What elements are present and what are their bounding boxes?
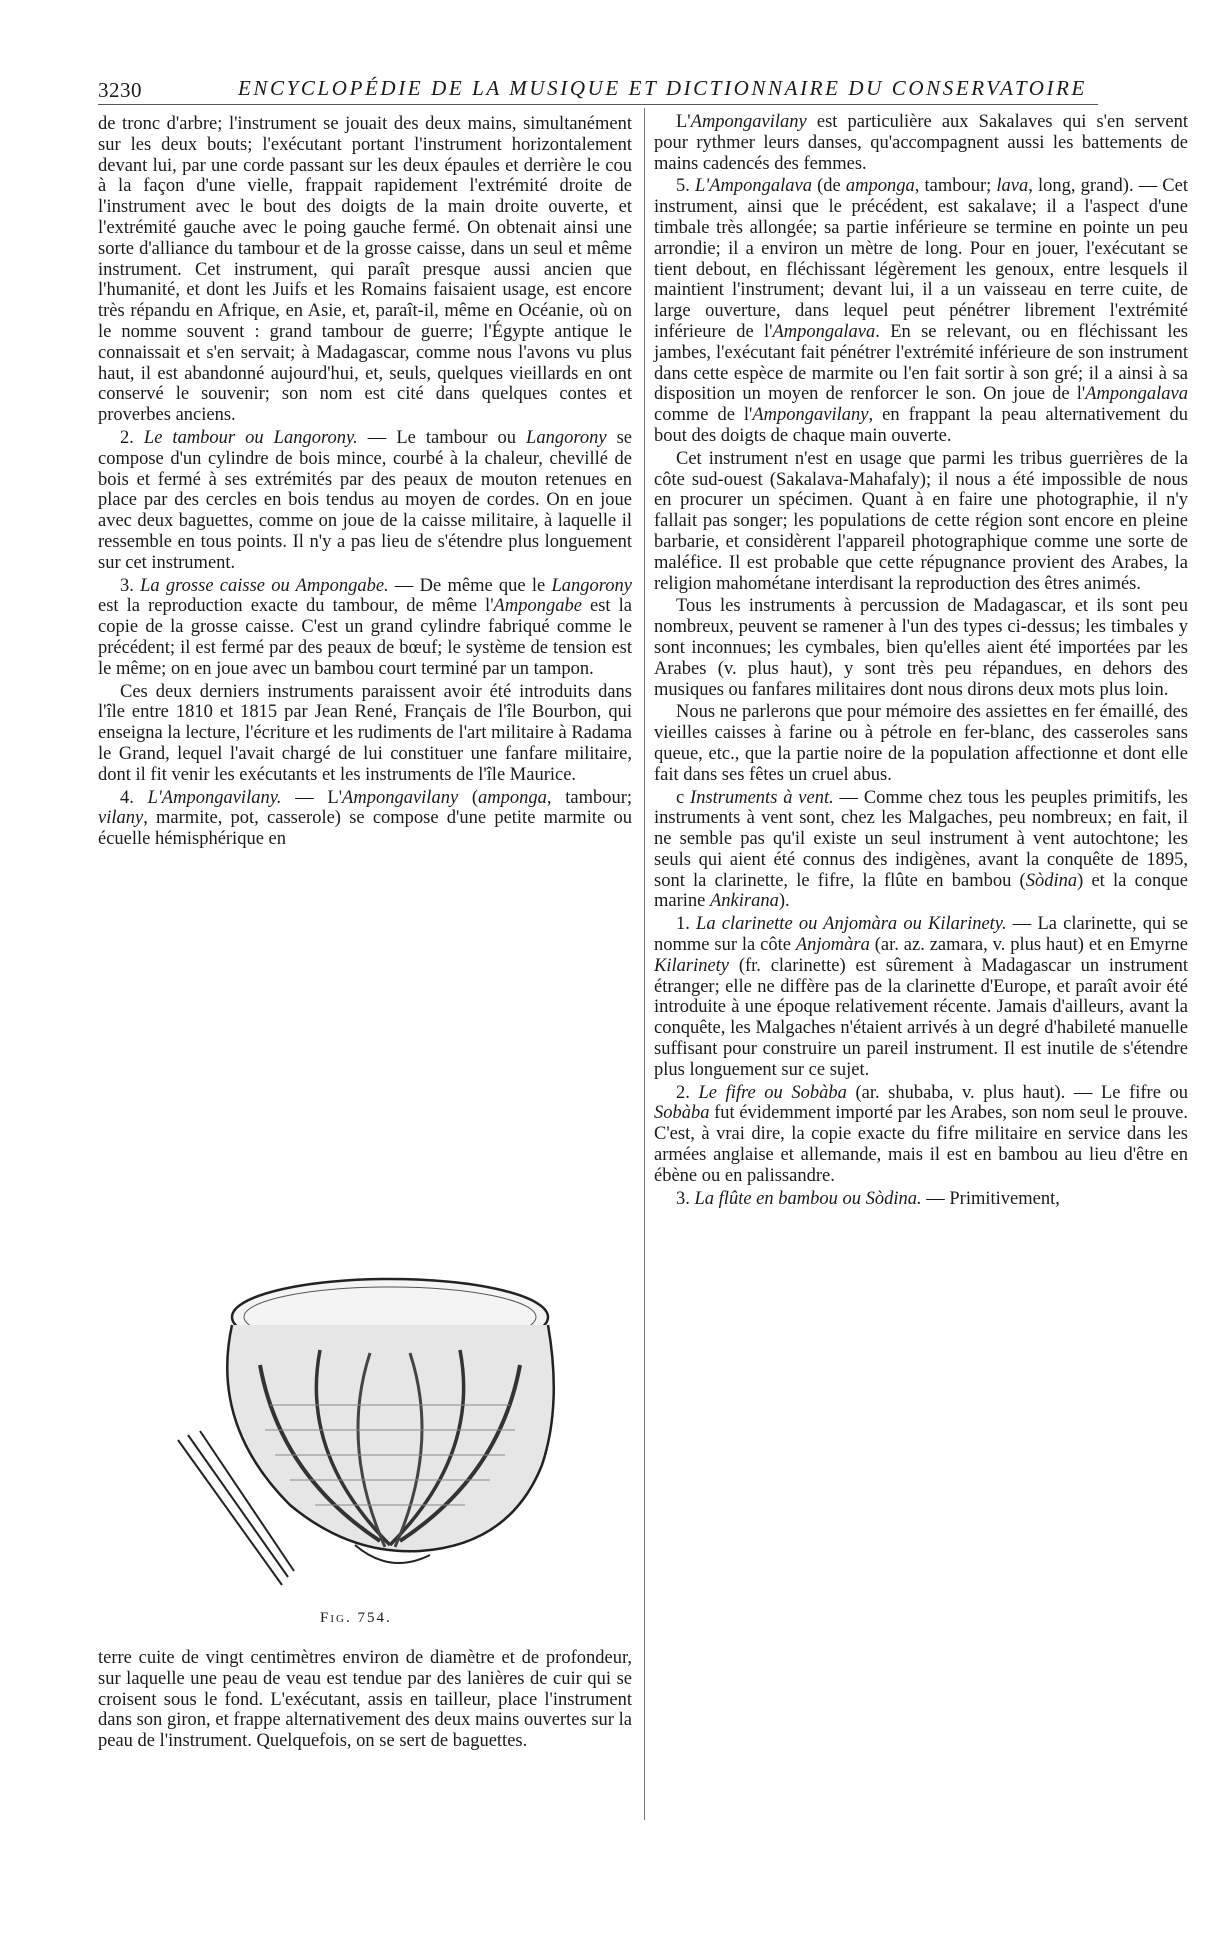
paragraph-ampongalava: 5. L'Ampongalava (de amponga, tambour; lava, long, grand). — Cet instrument, ainsi que le précédent, est sakalave; il a l'aspect d'une timbale très allongée; sa partie inférieure se termine en pointe un peu arrondie; il a environ un mètre de long. Pour en jouer, l'exécutant se tient debout, en fléchissant légèrement les genoux, entre lesquels il maintient l'instrument; devant lui, il a un vaisseau en terre cuite, de large ouverture, dans lequel peut pénétrer librement l'extrémité inférieure de l'Ampongalava. En se relevant, ou en fléchissant les jambes, l'exécutant fait pénétrer l'extrémité inférieure de son instrument dans cette espèce de marmite ou l'en fait sortir à son gré; il a ainsi à sa disposition un moyen de renforcer le son. On joue de l'Ampongalava comme de l'Ampongavilany, en frappant la peau alternativement du bout des doigts de chaque main ouverte. <box>654 176 1188 446</box>
paragraph: Tous les instruments à percussion de Madagascar, et ils sont peu nombreux, peuvent se ramener à l'un des types ci-dessus; les timbales y sont inconnues; les cymbales, bien qu'elles aient été importées par les Arabes (v. plus haut), y sont très peu répandues, en dehors des musiques ou fanfares militaires dont nous dirons deux mots plus loin. <box>654 596 1188 700</box>
paragraph: terre cuite de vingt centimètres environ de diamètre et de profondeur, sur laquelle une peau de veau est tendue par des lanières de cuir qui se croisent sous le fond. L'exécutant, assis en tailleur, place l'instrument dans son giron, et frappe alternativement des deux mains ouvertes sur la peau de l'instrument. Quelquefois, on se sert de baguettes. <box>98 1648 632 1752</box>
paragraph: Cet instrument n'est en usage que parmi les tribus guerrières de la côte sud-ouest (Sakalava-Mahafaly); il nous a été impossible de nous en procurer un spécimen. Quant à en faire une photographie, il n'y fallait pas songer; les populations de cette région sont encore en pleine barbarie, et considèrent l'appareil photographique comme une sorte de maléfice. Il est probable que cette répugnance provient des Arabes, la religion mahométane interdisant la reproduction des êtres animés. <box>654 448 1188 594</box>
left-column <box>98 114 632 852</box>
column-divider <box>644 108 645 1820</box>
figure-ampongavilany <box>170 1255 580 1625</box>
paragraph: L'Ampongavilany est particulière aux Sakalaves qui s'en servent pour rythmer leurs danses, qu'accompagnent aussi les battements de mains cadencés des femmes. <box>654 112 1188 174</box>
right-column <box>654 112 1188 1211</box>
paragraph-fifre: 2. Le fifre ou Sobàba (ar. shubaba, v. plus haut). — Le fifre ou Sobàba fut évidemment importé par les Arabes, son nom seul le prouve. C'est, à vrai dire, la copie exacte du fifre militaire en service dans les armées anglaise et allemande, mais il est en bambou au lieu d'être en ébène ou en palissandre. <box>654 1082 1188 1186</box>
drum-illustration <box>170 1255 580 1615</box>
paragraph: de tronc d'arbre; l'instrument se jouait des deux mains, simultanément sur les deux bouts; l'exécutant portant l'instrument horizontalement devant lui, par une corde passant sur les deux épaules et derrière le cou à la façon d'une vielle, frappait rapidement l'extrémité droite de l'instrument avec le bout des doigts de la main droite ouverte, et l'extrémité gauche avec le poing gauche fermé. On obtenait ainsi une sorte d'alliance du tambour et de la grosse caisse, dans un seul et même instrument. Cet instrument, qui paraît presque aussi ancien que l'humanité, et dont les Juifs et les Romains faisaient usage, est encore très répandu en Afrique, en Asie, et, paraît-il, même en Océanie, où on le nomme souvent : grand tambour de guerre; l'Égypte antique le connaissait et s'en servait; à Madagascar, comme nous l'avons vu plus haut, il est abandonné aujourd'hui, et, seuls, quelques vieillards en ont conservé le souvenir; son nom est cité dans quelques contes et proverbes anciens. <box>98 114 632 426</box>
paragraph-clarinette: 1. La clarinette ou Anjomàra ou Kilarinety. — La clarinette, qui se nomme sur la côte Anjomàra (ar. az. zamara, v. plus haut) et en Emyrne Kilarinety (fr. clarinette) est sûrement à Madagascar un instrument étranger; elle ne diffère pas de la clarinette d'Europe, et paraît avoir été introduite à une époque relativement récente. Jamais d'ailleurs, avant la conquête, les Malgaches n'étaient arrivés à un degré d'habileté manuelle suffisant pour construire un pareil instrument. Il est inutile de s'étendre plus longuement sur ce sujet. <box>654 914 1188 1080</box>
figure-caption: Fig. 754. <box>320 1610 392 1626</box>
paragraph-wind-instruments: c Instruments à vent. — Comme chez tous les peuples primitifs, les instruments à vent sont, chez les Malgaches, peu nombreux; en fait, il ne semble pas qu'il existe un seul instrument à vent autochtone; les seuls qui aient été connus des indigènes, avant la conquête de 1895, sont la clarinette, le fifre, la flûte en bambou (Sòdina) et la conque marine Ankirana). <box>654 787 1188 912</box>
paragraph: Nous ne parlerons que pour mémoire des assiettes en fer émaillé, des vieilles caisses à farine ou à pétrole en fer-blanc, des casseroles sans queue, etc., que la partie noire de la population affectionne et dont elle fait dans ses fêtes un cruel abus. <box>654 702 1188 785</box>
paragraph-ampongavilany: 4. L'Ampongavilany. — L'Ampongavilany (amponga, tambour; vilany, marmite, pot, casserole) se compose d'une petite marmite ou écuelle hémisphérique en <box>98 787 633 850</box>
paragraph-flute: 3. La flûte en bambou ou Sòdina. — Primitivement, <box>676 1188 1060 1209</box>
paragraph-ampongabe: 3. La grosse caisse ou Ampongabe. — De même que le Langorony est la reproduction exacte du tambour, de même l'Ampongabe est la copie de la grosse caisse. C'est un grand cylindre fabriqué comme le précédent; il est fermé par des peaux de bœuf; le système de tension est le même; on en joue avec un bambou court terminé par un tampon. <box>98 575 632 679</box>
left-column-bottom <box>98 1648 632 1754</box>
header-rule <box>98 104 1098 105</box>
page-header <box>98 74 1098 104</box>
page-number: 3230 <box>98 78 142 102</box>
paragraph-langorony: 2. Le tambour ou Langorony. — Le tambour ou Langorony se compose d'un cylindre de bois mince, courbé à la chaleur, chevillé de bois et fermé à ses extrémités par des peaux de mouton retenues en place par des cercles en bois tendus au moyen de cordes. On en joue avec deux baguettes, comme on joue de la caisse militaire, à laquelle il ressemble en tous points. Il n'y a pas lieu de s'étendre plus longuement sur cet instrument. <box>98 427 632 573</box>
running-title: ENCYCLOPÉDIE DE LA MUSIQUE ET DICTIONNAIRE DU CONSERVATOIRE <box>238 76 1087 100</box>
paragraph: Ces deux derniers instruments paraissent avoir été introduits dans l'île entre 1810 et 1815 par Jean René, Français de l'île Bourbon, qui enseigna la lecture, l'écriture et les rudiments de l'art militaire à Radama le Grand, lequel l'avait chargé de lui constituer une fanfare militaire, dont il fit venir les exécutants et les instruments de l'île Maurice. <box>98 681 632 785</box>
